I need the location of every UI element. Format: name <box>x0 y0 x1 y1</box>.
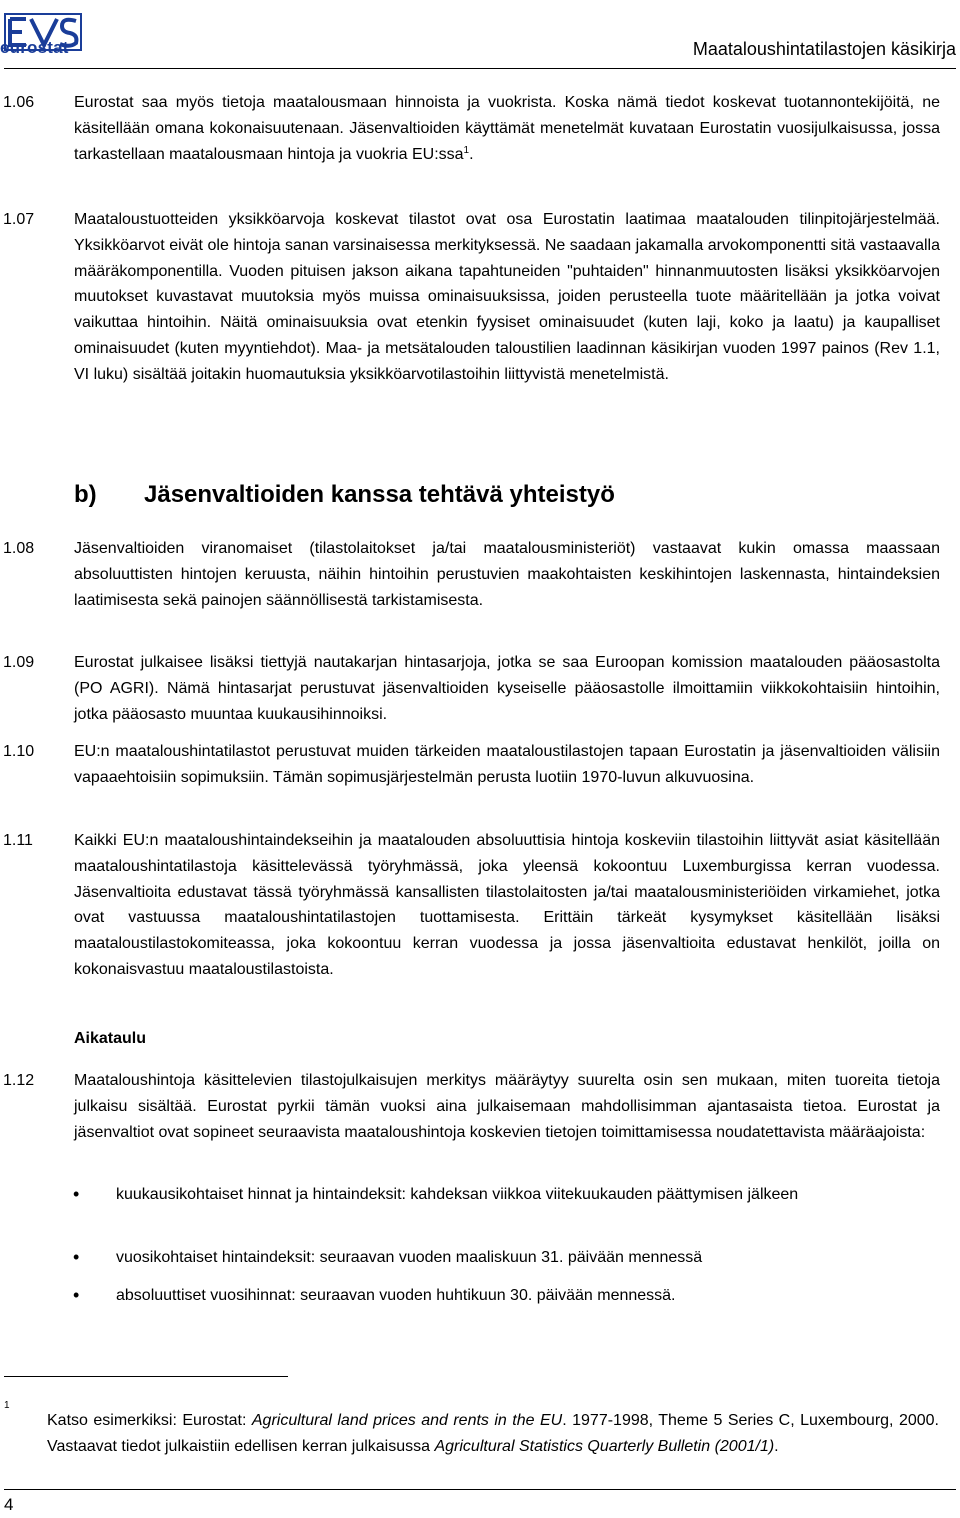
paragraph-number: 1.12 <box>3 1072 35 1089</box>
paragraph-1-07 <box>0 207 940 388</box>
footnote-text: Katso esimerkiksi: Eurostat: Agricultural land prices and rents in the EU. 1977-1998, Theme 5 Series C, Luxembourg, 2000. Vastaavat tiedot julkaistiin edellisen kerran julkaisussa Agricultural Statistics Quarterly Bulletin (2001/1). <box>47 1412 940 1455</box>
paragraph-body: Eurostat julkaisee lisäksi tiettyjä nautakarjan hintasarjoja, jotka se saa Euroopan komission maatalouden pääosastolta (PO AGRI). Nämä hintasarjat perustuvat jäsenvaltioiden kyseiselle pääosastolle ilmoittamiin viikkokohtaisiin hintoihin, jotka pääosasto muuntaa kuukausihinnoiksi. <box>74 654 940 723</box>
paragraph-1-11 <box>0 828 940 983</box>
bullet-icon: • <box>73 1285 80 1305</box>
list-item <box>0 1283 940 1309</box>
list-item-text: kuukausikohtaiset hinnat ja hintaindeksit: kahdeksan viikkoa viitekuukauden päättymisen jälkeen <box>116 1186 799 1203</box>
paragraph-number: 1.11 <box>3 832 33 849</box>
footer-divider <box>4 1489 956 1490</box>
paragraph-number: 1.10 <box>3 743 35 760</box>
paragraph-1-06 <box>0 90 940 167</box>
paragraph-1-10 <box>0 739 940 791</box>
footnote-mark: 1 <box>4 1400 10 1411</box>
paragraph-body: Kaikki EU:n maataloushintaindekseihin ja maatalouden absoluuttisia hintoja koskeviin tilastoihin liittyvät asiat käsitellään maataloushintatilastoja käsittelevässä työryhmässä, joka yleensä kokoontuu Luxemburgissa kerran vuodessa. Jäsenvaltioita edustavat tässä työryhmässä kansallisten tilastolaitosten ja/tai maatalousministeriöiden virkamiehet, jotka ovat vastuussa maataloushintatilastojen tuottamisesta. Erittäin tärkeät kysymykset käsitellään lisäksi maataloustilastokomiteassa, joka kokoontuu kerran vuodessa ja jossa jäsenvaltioita edustavat henkilöt, joilla on kokonaisvastuu maataloustilastoista. <box>74 832 940 978</box>
paragraph-number: 1.08 <box>3 540 35 557</box>
paragraph-number: 1.09 <box>3 654 35 671</box>
document-title: Maataloushintatilastojen käsikirja <box>692 39 956 59</box>
paragraph-body: Eurostat saa myös tietoja maatalousmaan hinnoista ja vuokrista. Koska nämä tiedot koskevat tuotannontekijöitä, ne käsitellään omana kokonaisuutenaan. Jäsenvaltioiden käyttämät menetelmät kuvataan Eurostatin vuosijulkaisussa, jossa tarkastellaan maatalousmaan hintoja ja vuokria EU:ssa$^1$. <box>74 94 940 163</box>
list-item <box>0 1245 940 1271</box>
paragraph-body: Maataloustuotteiden yksikköarvoja koskevat tilastot ovat osa Eurostatin laatimaa maatalouden tilinpitojärjestelmää. Yksikköarvot eivät ole hintoja sanan varsinaisessa merkityksessä. Ne saadaan jakamalla arvokomponentti sitä vastaavalla määräkomponentilla. Vuoden pituisen jakson aikana tapahtuneiden "puhtaiden" hinnanmuutosten lisäksi yksikköarvojen muutokset kuvastavat muutoksia myös muissa ominaisuuksissa, joiden perusteella tuote määritellään ja jotka voivat vaikuttaa hintoihin. Näitä ominaisuuksia ovat etenkin fyysiset ominaisuudet (kuten laji, koko ja laatu) ja kaupalliset ominaisuudet (kuten myyntiehdot). Maa- ja metsätalouden taloustilien laadinnan käsikirjan vuoden 1997 painos (Rev 1.1, VI luku) sisältää joitakin huomautuksia yksikköarvotilastoihin liittyvistä menetelmistä. <box>74 211 940 383</box>
paragraph-body: EU:n maataloushintatilastot perustuvat muiden tärkeiden maataloustilastojen tapaan Eurostatin ja jäsenvaltioiden välisiin vapaaehtoisiin sopimuksiin. Tämän sopimusjärjestelmän perusta luotiin 1970-luvun alkuvuosina. <box>74 743 940 786</box>
paragraph-number: 1.07 <box>3 211 35 228</box>
page-number: 4 <box>4 1495 14 1514</box>
section-heading <box>74 478 615 512</box>
paragraph-1-08 <box>0 536 940 613</box>
paragraph-body: Jäsenvaltioiden viranomaiset (tilastolaitokset ja/tai maatalousministeriöt) vastaavat kukin omassa maassaan absoluuttisten hintojen keruusta, näihin hintoihin perustuvien maakohtaisten keskihintojen laskennasta, hintaindeksien laatimisesta sekä painojen säännöllisestä tarkistamisesta. <box>74 540 940 609</box>
bullet-icon: • <box>73 1184 80 1204</box>
paragraph-1-12 <box>0 1068 940 1145</box>
section-title: Jäsenvaltioiden kanssa tehtävä yhteistyö <box>144 481 615 508</box>
bullet-icon: • <box>73 1247 80 1267</box>
list-item-text: absoluuttiset vuosihinnat: seuraavan vuoden huhtikuun 30. päivään mennessä. <box>116 1287 676 1304</box>
list-item-text: vuosikohtaiset hintaindeksit: seuraavan vuoden maaliskuun 31. päivään mennessä <box>116 1249 703 1266</box>
paragraph-number: 1.06 <box>3 94 35 111</box>
header-divider <box>4 68 956 69</box>
paragraph-1-09 <box>0 650 940 727</box>
footnote-ref: 1 <box>463 144 470 156</box>
logo-text: eurostat <box>0 38 69 57</box>
section-letter: b) <box>74 481 97 508</box>
footnote-divider <box>4 1376 288 1377</box>
list-item <box>0 1182 940 1208</box>
subheading-aikataulu: Aikataulu <box>74 1030 147 1047</box>
paragraph-body: Maataloushintoja käsittelevien tilastojulkaisujen merkitys määräytyy suurelta osin sen mukaan, miten tuoreita tietoja julkaisu sisältää. Eurostat pyrkii tämän vuoksi aina julkaisemaan mahdollisimman ajantasaista tietoa. Eurostat ja jäsenvaltiot ovat sopineet seuraavista maataloushintoja koskevien tietojen toimittamisessa noudatettavista määräajoista: <box>74 1072 940 1141</box>
